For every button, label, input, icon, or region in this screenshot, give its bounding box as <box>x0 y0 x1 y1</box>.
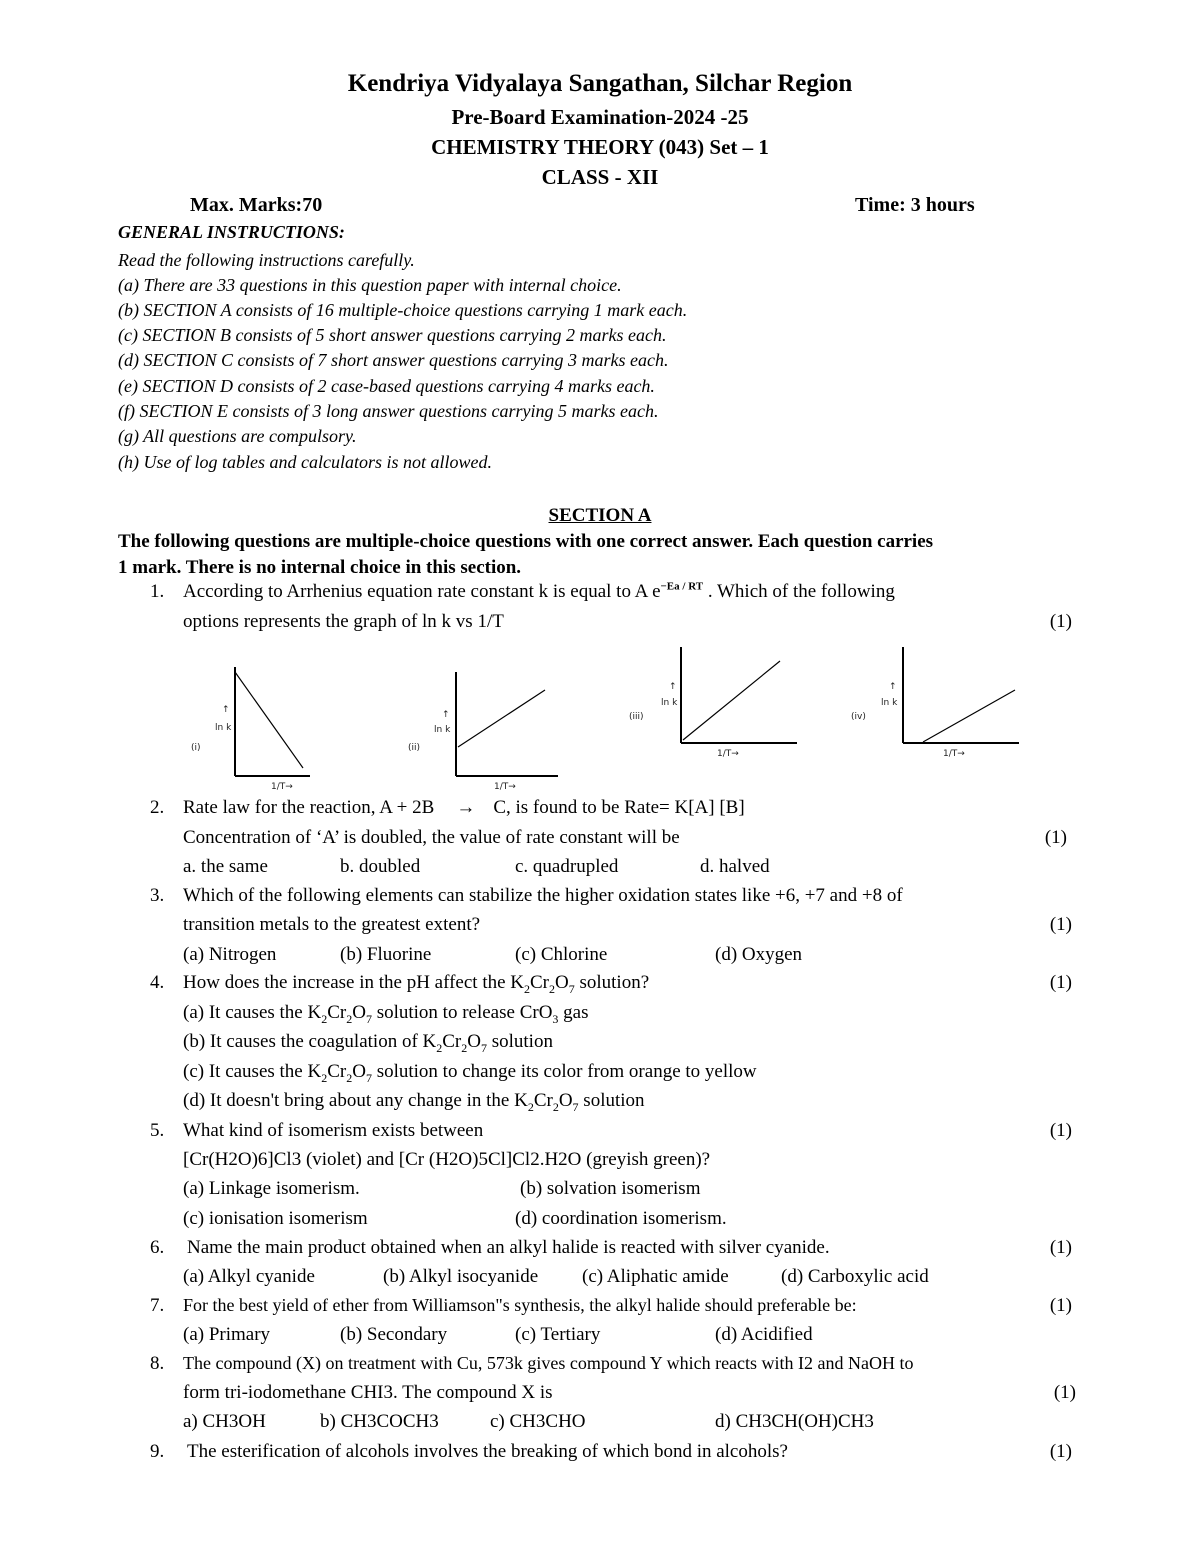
question-number: 5. <box>150 1120 165 1141</box>
subject-title: CHEMISTRY THEORY (043) Set – 1 <box>431 135 769 159</box>
option: (c) It causes the $K_2Cr_2O_7$ solution to change its color from orange to yellow <box>183 1061 757 1085</box>
option: (a) Nitrogen <box>183 944 277 965</box>
option: (c) Tertiary <box>515 1324 601 1345</box>
question-mark: (1) <box>1049 914 1072 935</box>
class-title: CLASS - XII <box>541 165 659 189</box>
option: (c) ionisation isomerism <box>183 1208 368 1229</box>
option: (c) Aliphatic amide <box>582 1266 729 1287</box>
instruction-line: (f) SECTION E consists of 3 long answer questions carrying 5 marks each. <box>118 401 659 421</box>
question-number: 4. <box>150 972 165 993</box>
option: c) CH3CHO <box>490 1411 586 1432</box>
option: (a) Linkage isomerism. <box>183 1178 360 1199</box>
graph-ylabel: ln k <box>661 698 678 708</box>
question-number: 2. <box>150 797 165 818</box>
question-6-text: Name the main product obtained when an alkyl halide is reacted with silver cyanide. <box>187 1237 830 1258</box>
graph-line <box>683 661 780 740</box>
question-number: 7. <box>150 1295 165 1316</box>
question-mark: (1) <box>1049 1295 1072 1316</box>
instructions-heading: GENERAL INSTRUCTIONS: <box>118 222 345 242</box>
graph-label: (ii) <box>408 743 421 753</box>
question-8-text: The compound (X) on treatment with Cu, 573k gives compound Y which reacts with I2 and NaOH to <box>183 1353 914 1373</box>
instruction-line: (h) Use of log tables and calculators is not allowed. <box>118 452 492 472</box>
graph-iv <box>845 645 1025 760</box>
option: a. the same <box>183 856 268 877</box>
section-a-title: SECTION A <box>548 505 652 526</box>
option: (c) Chlorine <box>515 944 608 965</box>
graph-ylabel: ln k <box>881 698 898 708</box>
instruction-line: (a) There are 33 questions in this question paper with internal choice. <box>118 275 622 295</box>
question-mark: (1) <box>1049 1237 1072 1258</box>
graph-ii <box>400 662 560 792</box>
option: (a) Primary <box>183 1324 271 1345</box>
graph-arrow: ↑ <box>222 705 230 715</box>
instruction-line: (e) SECTION D consists of 2 case-based questions carrying 4 marks each. <box>118 376 655 396</box>
question-9-text: The esterification of alcohols involves the breaking of which bond in alcohols? <box>187 1441 788 1462</box>
graph-xlabel: 1/T→ <box>943 749 965 759</box>
graph-label: (iii) <box>629 712 644 722</box>
instruction-line: (g) All questions are compulsory. <box>118 426 357 446</box>
question-number: 9. <box>150 1441 165 1462</box>
graph-xlabel: 1/T→ <box>717 749 739 759</box>
instruction-line: (d) SECTION C consists of 7 short answer questions carrying 3 marks each. <box>118 350 669 370</box>
question-2-text: Concentration of ‘A’ is doubled, the value of rate constant will be <box>183 827 680 848</box>
option: d) CH3CH(OH)CH3 <box>715 1411 874 1432</box>
option: (b) Secondary <box>340 1324 448 1345</box>
option: a) CH3OH <box>183 1411 266 1432</box>
option: (d) coordination isomerism. <box>515 1208 727 1229</box>
question-5-text: [Cr(H2O)6]Cl3 (violet) and [Cr (H2O)5Cl]Cl2.H2O (greyish green)? <box>183 1149 711 1170</box>
graph-line <box>235 672 303 768</box>
option: d. halved <box>700 856 770 877</box>
option: (a) Alkyl cyanide <box>183 1266 315 1287</box>
graph-label: (iv) <box>851 712 866 722</box>
question-7-text: For the best yield of ether from Williamson"s synthesis, the alkyl halide should preferable be: <box>183 1295 857 1315</box>
instruction-line: Read the following instructions carefully. <box>118 250 415 270</box>
question-number: 1. <box>150 581 165 602</box>
option: (b) Alkyl isocyanide <box>383 1266 539 1287</box>
option: (b) It causes the coagulation of $K_2Cr_2O_7$ solution <box>183 1031 553 1055</box>
question-number: 6. <box>150 1237 165 1258</box>
option: (d) It doesn't bring about any change in the $K_2Cr_2O_7$ solution <box>183 1090 645 1114</box>
question-8-text: form tri-iodomethane CHI3. The compound X is <box>183 1382 553 1403</box>
instruction-line: (c) SECTION B consists of 5 short answer questions carrying 2 marks each. <box>118 325 667 345</box>
graph-arrow: ↑ <box>669 682 677 692</box>
question-2-text: Rate law for the reaction, A + 2B → C, is found to be Rate= K[A] [B] <box>183 797 745 818</box>
graph-arrow: ↑ <box>442 710 450 720</box>
option: b. doubled <box>340 856 421 877</box>
exam-title: Pre-Board Examination-2024 -25 <box>451 105 749 129</box>
question-3-text: Which of the following elements can stabilize the higher oxidation states like +6, +7 and +8 of <box>183 885 903 906</box>
graph-arrow: ↑ <box>889 682 897 692</box>
option: b) CH3COCH3 <box>320 1411 439 1432</box>
question-mark: (1) <box>1049 972 1072 993</box>
question-4-text: How does the increase in the pH affect the $K_2Cr_2O_7$ solution? <box>183 972 650 996</box>
graph-line <box>923 690 1015 742</box>
graph-label: (i) <box>191 743 201 753</box>
option: (a) It causes the $K_2Cr_2O_7$ solution to release CrO$_3$ gas <box>183 1002 589 1026</box>
instruction-line: (b) SECTION A consists of 16 multiple-choice questions carrying 1 mark each. <box>118 300 688 320</box>
question-mark: (1) <box>1049 611 1072 632</box>
graph-ylabel: ln k <box>215 723 232 733</box>
question-5-text: What kind of isomerism exists between <box>183 1120 484 1141</box>
question-1-text: options represents the graph of ln k vs 1/T <box>183 611 504 632</box>
section-a-intro: 1 mark. There is no internal choice in this section. <box>118 557 522 578</box>
question-mark: (1) <box>1049 1120 1072 1141</box>
school-title: Kendriya Vidyalaya Sangathan, Silchar Region <box>347 70 853 97</box>
question-3-text: transition metals to the greatest extent? <box>183 914 481 935</box>
graph-iii <box>625 645 805 760</box>
section-a-intro: The following questions are multiple-choice questions with one correct answer. Each question carries <box>118 531 934 552</box>
option: (b) solvation isomerism <box>520 1178 701 1199</box>
graph-xlabel: 1/T→ <box>494 782 516 792</box>
option: (d) Oxygen <box>715 944 803 965</box>
question-mark: (1) <box>1044 827 1067 848</box>
graph-line <box>458 690 545 747</box>
max-marks: Max. Marks:70 <box>190 194 323 216</box>
time-allowed: Time: 3 hours <box>855 194 975 216</box>
option: (d) Carboxylic acid <box>781 1266 929 1287</box>
graph-ylabel: ln k <box>434 725 451 735</box>
option: (b) Fluorine <box>340 944 432 965</box>
option: c. quadrupled <box>515 856 619 877</box>
question-number: 8. <box>150 1353 165 1374</box>
question-1-text: According to Arrhenius equation rate constant k is equal to A $e^{-Ea / RT}$ . Which of the following <box>183 580 895 602</box>
question-mark: (1) <box>1049 1441 1072 1462</box>
question-mark: (1) <box>1053 1382 1076 1403</box>
question-number: 3. <box>150 885 165 906</box>
graph-i <box>185 662 315 792</box>
graph-xlabel: 1/T→ <box>271 782 293 792</box>
option: (d) Acidified <box>715 1324 813 1345</box>
